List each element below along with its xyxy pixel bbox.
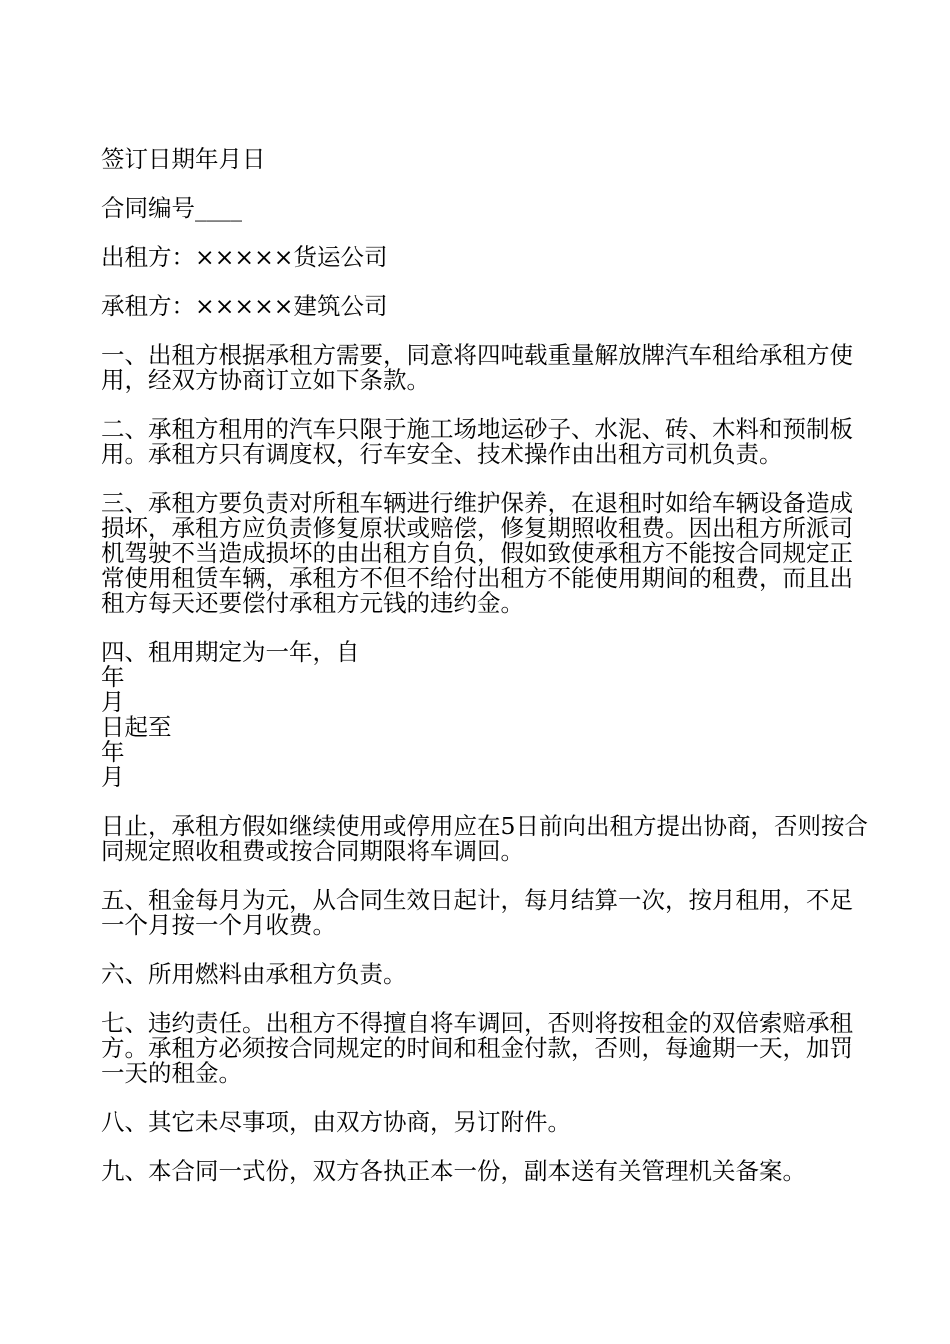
clause-2: 二、承租方租用的汽车只限于施工场地运砂子、水泥、砖、木料和预制板用。承租方只有调度权，行车安全、技术操作由出租方司机负责。 [101, 415, 853, 468]
clause-4-continuation: 日止，承租方假如继续使用或停用应在5日前向出租方提出协商，否则按合同规定照收租费或按合同期限将车调回。 [101, 812, 868, 865]
clause-4-line: 月 [101, 688, 125, 716]
clause-4-line: 四、租用期定为一年，自 [101, 638, 360, 666]
lessee-party: 承租方：×××××建筑公司 [101, 292, 388, 320]
clause-4 [101, 640, 871, 790]
clause-4-line: 月 [101, 763, 125, 791]
lessor-party: 出租方：×××××货运公司 [101, 243, 388, 271]
clause-3: 三、承租方要负责对所租车辆进行维护保养，在退租时如给车辆设备造成损坏，承租方应负责修复原状或赔偿，修复期照收租费。因出租方所派司机驾驶不当造成损坏的由出租方自负，假如致使承租方不能按合同规定正常使用租赁车辆，承租方不但不给付出租方不能使用期间的租费，而且出租方每天还要偿付承租方元钱的违约金。 [101, 489, 853, 617]
clause-5: 五、租金每月为元，从合同生效日起计，每月结算一次，按月租用，不足一个月按一个月收费。 [101, 886, 853, 939]
clause-4-line: 日起至 [101, 713, 172, 741]
contract-number: 合同编号____ [101, 194, 242, 222]
clause-6: 六、所用燃料由承租方负责。 [101, 960, 407, 988]
clause-4-line: 年 [101, 738, 125, 766]
sign-date: 签订日期年月日 [101, 145, 266, 173]
clause-1: 一、出租方根据承租方需要，同意将四吨载重量解放牌汽车租给承租方使用，经双方协商订立如下条款。 [101, 341, 853, 394]
contract-document [101, 147, 871, 1208]
clause-9: 九、本合同一式份，双方各执正本一份，副本送有关管理机关备案。 [101, 1157, 806, 1185]
clause-7: 七、违约责任。出租方不得擅自将车调回，否则将按租金的双倍索赔承租方。承租方必须按合同规定的时间和租金付款，否则，每逾期一天，加罚一天的租金。 [101, 1009, 853, 1087]
clause-8: 八、其它未尽事项，由双方协商，另订附件。 [101, 1108, 571, 1136]
clause-4-line: 年 [101, 663, 125, 691]
